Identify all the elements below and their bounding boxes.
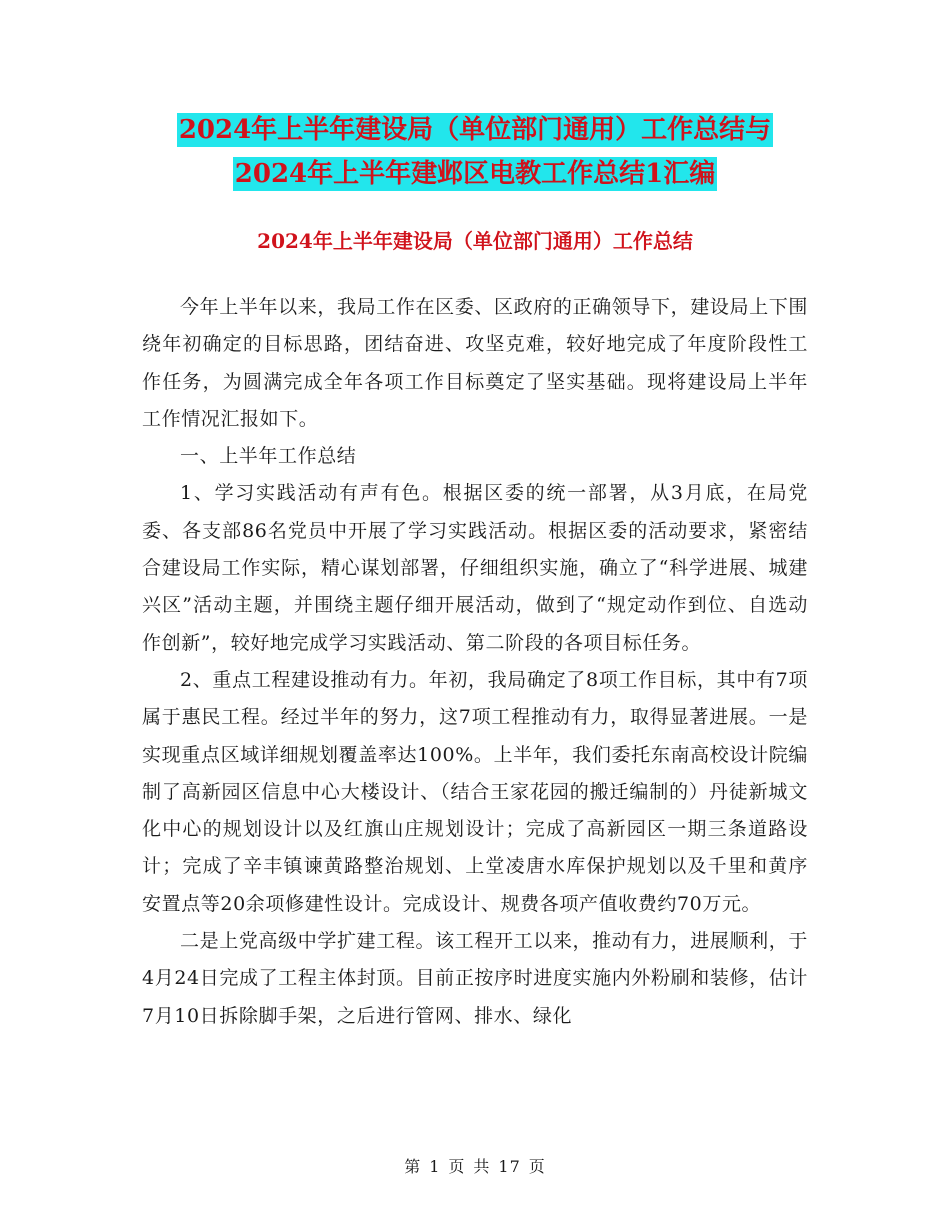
paragraph: 二是上党高级中学扩建工程。该工程开工以来，推动有力，进展顺利，于4月24日完成了工程主体封顶。目前正按序时进度实施内外粉刷和装修，估计7月10日拆除脚手架，之后进行管网、排水、绿化: [142, 930, 808, 1027]
paragraph: 1、学习实践活动有声有色。根据区委的统一部署，从3月底，在局党委、各支部86名党员中开展了学习实践活动。根据区委的活动要求，紧密结合建设局工作实际，精心谋划部署，仔细组织实施，确立了“科学进展、城建兴区”活动主题，并围绕主题仔细开展活动，做到了“规定动作到位、自选动作创新”，较好地完成学习实践活动、第二阶段的各项目标任务。: [142, 482, 808, 654]
paragraph: 2、重点工程建设推动有力。年初，我局确定了8项工作目标，其中有7项属于惠民工程。经过半年的努力，这7项工程推动有力，取得显著进展。一是实现重点区域详细规划覆盖率达100%。上半年，我们委托东南高校设计院编制了高新园区信息中心大楼设计、（结合王家花园的搬迁编制的）丹徒新城文化中心的规划设计以及红旗山庄规划设计；完成了高新园区一期三条道路设计；完成了辛丰镇谏黄路整治规划、上堂凌唐水库保护规划以及千里和黄序安置点等20余项修建性设计。完成设计、规费各项产值收费约70万元。: [142, 668, 808, 915]
page-footer: [0, 1154, 950, 1177]
footer-page-word: 页: [448, 1157, 466, 1176]
paragraph: 今年上半年以来，我局工作在区委、区政府的正确领导下，建设局上下围绕年初确定的目标思路，团结奋进、攻坚克难，较好地完成了年度阶段性工作任务，为圆满完成全年各项工作目标奠定了坚实基础。现将建设局上半年工作情况汇报如下。: [142, 296, 808, 430]
total-pages-number: 17: [498, 1157, 521, 1176]
title-line-2: 2024年上半年建邺区电教工作总结1汇编: [234, 159, 716, 189]
document-body: [142, 289, 808, 1035]
current-page-number: 1: [429, 1157, 441, 1176]
footer-total-word: 共: [473, 1157, 491, 1176]
footer-suffix: 页: [528, 1157, 546, 1176]
title-line-1: 2024年上半年建设局（单位部门通用）工作总结与: [178, 115, 772, 145]
footer-prefix: 第: [404, 1157, 422, 1176]
document-title: [0, 108, 950, 196]
section-title: 2024年上半年建设局（单位部门通用）工作总结: [257, 229, 693, 253]
paragraph: 一、上半年工作总结: [180, 445, 357, 468]
